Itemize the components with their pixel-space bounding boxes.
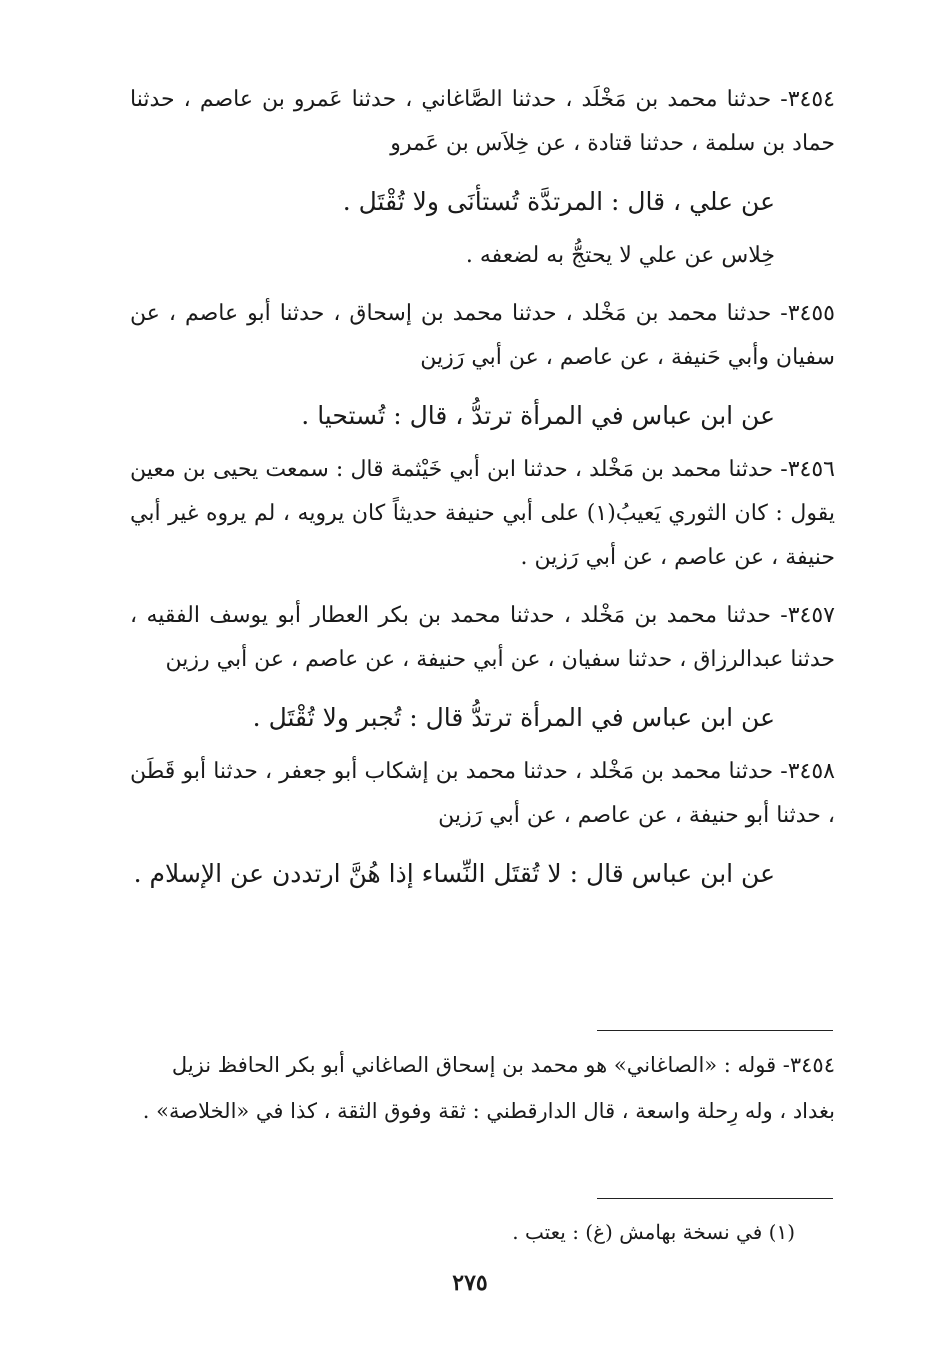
commentary-separator [597,1030,833,1031]
footnote: (١) في نسخة بهامش (غ) : يعتب . [512,1220,795,1244]
hadith-3457-matn: عن ابن عباس في المرأة ترتدُّ قال : تُجبر ولا تُقْتَل . [252,703,775,732]
hadith-3454-isnad: ٣٤٥٤- حدثنا محمد بن مَخْلَد ، حدثنا الصَّاغاني ، حدثنا عَمرو بن عاصم ، حدثنا حماد بن سلمة ، حدثنا قتادة ، عن خِلاَس بن عَمرو [130,87,835,156]
hadith-3456-isnad: ٣٤٥٦- حدثنا محمد بن مَخْلد ، حدثنا ابن أبي خَيْثمة قال : سمعت يحيى بن معين يقول : كان الثوري يَعيبُ(١) على أبي حنيفة حديثاً كان يرويه ، لم يروه غير أبي حنيفة ، عن عاصم ، عن أبي رَزين . [130,457,836,570]
page-number: ٢٧٥ [452,1270,488,1296]
commentary-note: ٣٤٥٤- قوله : «الصاغاني» هو محمد بن إسحاق الصاغاني أبو بكر الحافظ نزيل بغداد ، وله رِحلة واسعة ، قال الدارقطني : ثقة وفوق الثقة ، كذا في «الخلاصة» . [142,1053,835,1123]
hadith-3454-matn: عن علي ، قال : المرتدَّة تُستأنَى ولا تُقْتَل . [342,187,775,216]
hadith-3454-note: خِلاس عن علي لا يحتجُّ به لضعفه . [465,243,775,268]
footnote-separator [597,1198,833,1199]
main-text [130,78,835,906]
hadith-3455-isnad: ٣٤٥٥- حدثنا محمد بن مَخْلد ، حدثنا محمد بن إسحاق ، حدثنا أبو عاصم ، عن سفيان وأبي حَنيفة ، عن عاصم ، عن أبي رَزين [130,301,835,370]
hadith-3457-isnad: ٣٤٥٧- حدثنا محمد بن مَخْلد ، حدثنا محمد بن بكر العطار أبو يوسف الفقيه ، حدثنا عبدالرزاق ، حدثنا سفيان ، عن أبي حنيفة ، عن عاصم ، عن أبي رزين [130,603,835,672]
hadith-3458-matn: عن ابن عباس قال : لا تُقتَل النِّساء إذا هُنَّ ارتددن عن الإسلام . [133,859,775,888]
hadith-3455-matn: عن ابن عباس في المرأة ترتدُّ ، قال : تُستحيا . [301,401,775,430]
hadith-3458-isnad: ٣٤٥٨- حدثنا محمد بن مَخْلد ، حدثنا محمد بن إشكاب أبو جعفر ، حدثنا أبو قَطَن ، حدثنا أبو حنيفة ، عن عاصم ، عن أبي رَزين [130,759,835,828]
